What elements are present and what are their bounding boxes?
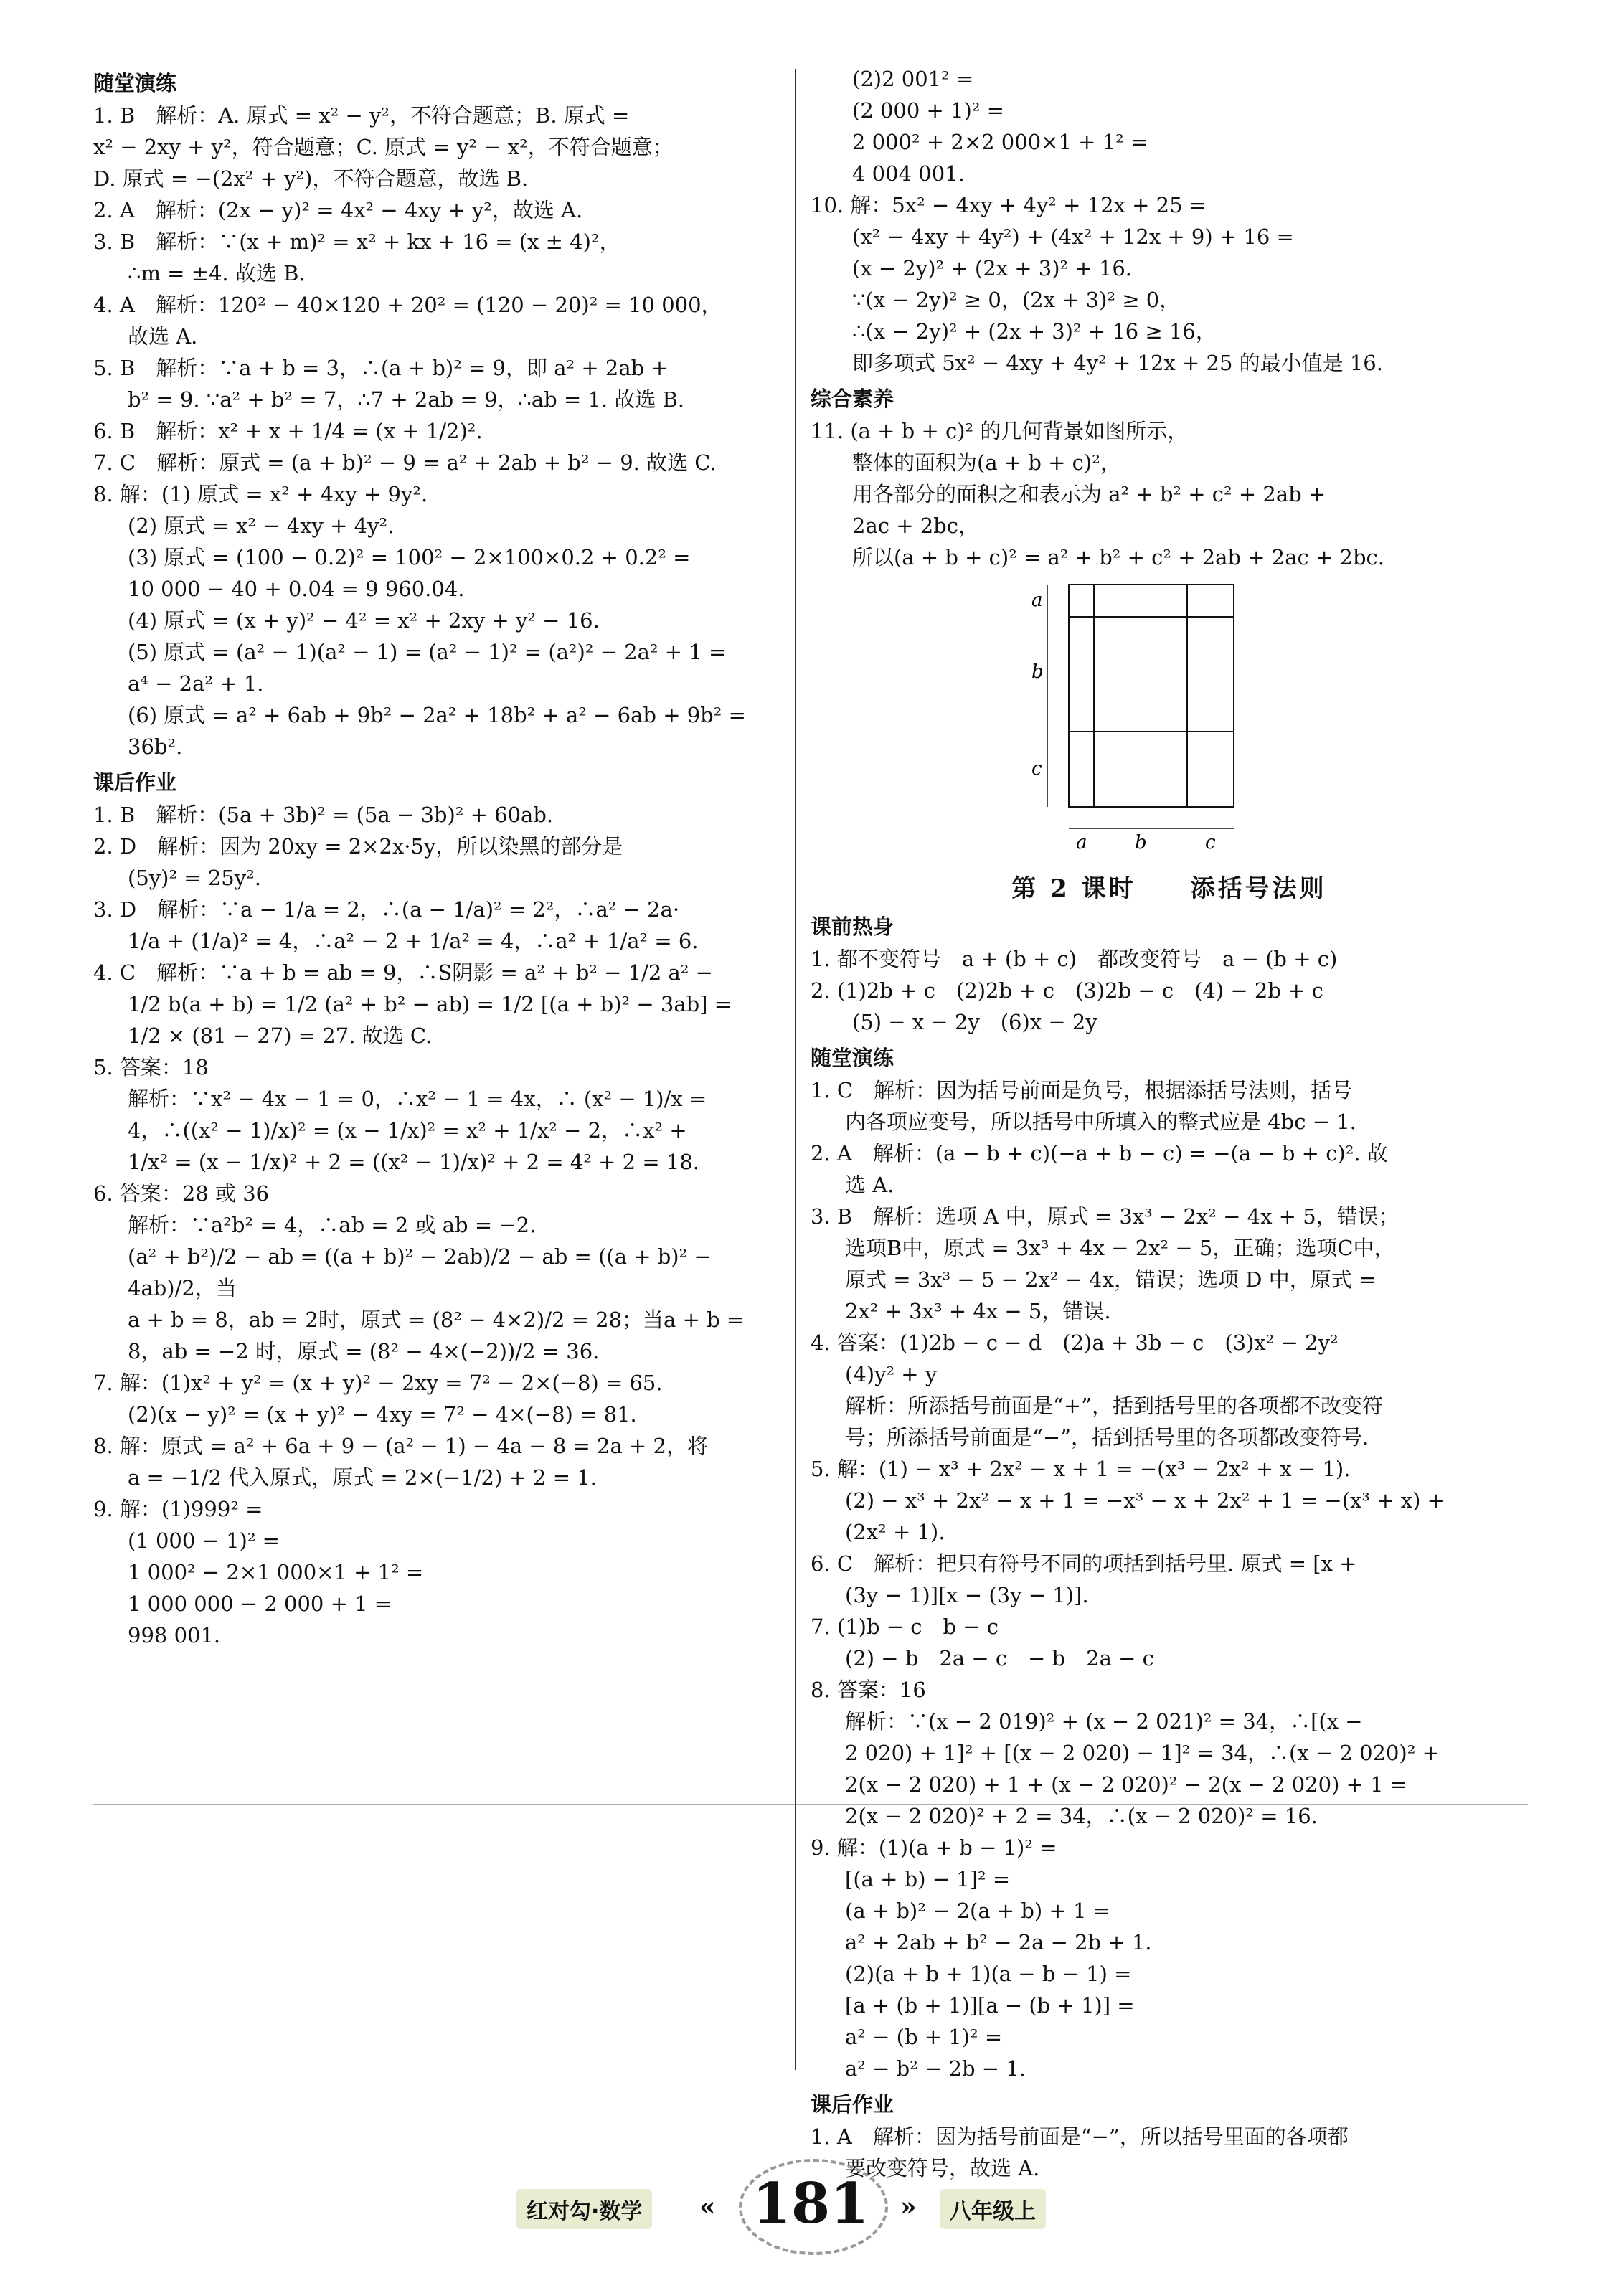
book-title: 红对勾·数学	[516, 2189, 652, 2229]
text-line: 解析：所添括号前面是“+”，括到括号里的各项都不改变符	[845, 1394, 1383, 1418]
text-line: (5y)² = 25y².	[128, 866, 261, 890]
text-line: 8. 解：原式 = a² + 6a + 9 − (a² − 1) − 4a − 8 = 2a + 2，将	[93, 1434, 708, 1458]
text-line: 解析：∵(x − 2 019)² + (x − 2 021)² = 34，∴[(x −	[845, 1709, 1363, 1734]
label-c: c	[1205, 832, 1216, 854]
text-line: 1/x² = (x − 1/x)² + 2 = ((x² − 1)/x)² + 2 = 4² + 2 = 18.	[128, 1150, 699, 1174]
text-line: 2(x − 2 020)² + 2 = 34，∴(x − 2 020)² = 16.	[845, 1804, 1318, 1828]
text-line: (2)(a + b + 1)(a − b − 1) =	[845, 1962, 1132, 1986]
page-number: 181	[752, 2171, 869, 2236]
text-line: 8，ab = −2 时，原式 = (8² − 4×(−2))/2 = 36.	[128, 1339, 600, 1363]
text-line: (5) − x − 2y (6)x − 2y	[852, 1010, 1097, 1034]
text-line: 选 A.	[845, 1173, 894, 1197]
text-line: 2(x − 2 020) + 1 + (x − 2 020)² − 2(x − 2 020) + 1 =	[845, 1772, 1408, 1797]
text-line: 6. B 解析：x² + x + 1/4 = (x + 1/2)².	[93, 419, 483, 443]
text-line: 选项B中，原式 = 3x³ + 4x − 2x² − 5，正确；选项C中，	[845, 1236, 1395, 1260]
text-line: 号；所添括号前面是“−”，括到括号里的各项都改变符号.	[845, 1425, 1369, 1450]
section-heading: 综合素养	[811, 387, 894, 411]
label-b: b	[1135, 832, 1147, 854]
text-line: 4. C 解析：∵a + b = ab = 9，∴S阴影 = a² + b² − 1/2 a² −	[93, 960, 713, 985]
text-line: ∵(x − 2y)² ≥ 0，(2x + 3)² ≥ 0，	[852, 288, 1181, 312]
text-line: (2x² + 1).	[845, 1520, 945, 1544]
text-line: 998 001.	[128, 1623, 221, 1647]
section-heading: 随堂演练	[811, 1046, 894, 1070]
text-line: a = −1/2 代入原式，原式 = 2×(−1/2) + 2 = 1.	[128, 1465, 597, 1490]
text-line: 7. (1)b − c b − c	[811, 1614, 999, 1639]
text-line: 1/2 × (81 − 27) = 27. 故选 C.	[128, 1023, 433, 1048]
text-line: 2ac + 2bc，	[852, 514, 979, 538]
text-line: (1 000 − 1)² =	[128, 1528, 280, 1553]
text-line: 10. 解：5x² − 4xy + 4y² + 12x + 25 =	[811, 193, 1207, 217]
text-line: D. 原式 = −(2x² + y²)，不符合题意，故选 B.	[93, 166, 529, 191]
text-line: 1 000² − 2×1 000×1 + 1² =	[128, 1560, 424, 1584]
text-line: ∴m = ±4. 故选 B.	[128, 261, 306, 285]
text-line: 3. B 解析：∵(x + m)² = x² + kx + 16 = (x ± 4)²，	[93, 230, 620, 254]
text-line: 7. 解：(1)x² + y² = (x + y)² − 2xy = 7² − 2×(−8) = 65.	[93, 1371, 663, 1395]
text-line: 9. 解：(1)999² =	[93, 1497, 263, 1521]
label-c: c	[1031, 758, 1042, 780]
text-line: 1. C 解析：因为括号前面是负号，根据添括号法则，括号	[811, 1078, 1353, 1102]
text-line: a² − b² − 2b − 1.	[845, 2056, 1026, 2081]
text-line: 要改变符号，故选 A.	[845, 2156, 1040, 2180]
square-diagram	[1026, 577, 1241, 857]
text-line: 8. 解：(1) 原式 = x² + 4xy + 9y².	[93, 482, 428, 506]
page-footer	[0, 2159, 1624, 2259]
text-line: 1. B 解析：A. 原式 = x² − y²，不符合题意；B. 原式 =	[93, 103, 630, 128]
column-divider	[795, 69, 796, 2070]
text-line: (4) 原式 = (x + y)² − 4² = x² + 2xy + y² − 16.	[128, 608, 600, 633]
text-line: 4. 答案：(1)2b − c − d (2)a + 3b − c (3)x² − 2y²	[811, 1330, 1339, 1355]
section-heading: 随堂演练	[93, 71, 177, 95]
text-line: 2. D 解析：因为 20xy = 2×2x·5y，所以染黑的部分是	[93, 834, 623, 859]
text-line: (a + b)² − 2(a + b) + 1 =	[845, 1899, 1110, 1923]
text-line: 2. (1)2b + c (2)2b + c (3)2b − c (4) − 2b + c	[811, 978, 1323, 1003]
text-line: ∴(x − 2y)² + (2x + 3)² + 16 ≥ 16，	[852, 319, 1217, 344]
text-line: 5. 解：(1) − x³ + 2x² − x + 1 = −(x³ − 2x² + x − 1).	[811, 1457, 1351, 1481]
lesson-title: 第 2 课时 添括号法则	[1011, 874, 1327, 903]
text-line: 36b².	[128, 734, 183, 759]
text-line: 4 004 001.	[852, 161, 965, 186]
text-line: 8. 答案：16	[811, 1678, 926, 1702]
text-line: 2. A 解析：(2x − y)² = 4x² − 4xy + y²，故选 A.	[93, 198, 583, 222]
text-line: 1. B 解析：(5a + 3b)² = (5a − 3b)² + 60ab.	[93, 803, 554, 827]
text-line: (x² − 4xy + 4y²) + (4x² + 12x + 9) + 16 =	[852, 224, 1294, 249]
text-line: 2. A 解析：(a − b + c)(−a + b − c) = −(a − b + c)². 故	[811, 1141, 1388, 1166]
grade-label: 八年级上	[940, 2189, 1046, 2229]
text-line: (2)(x − y)² = (x + y)² − 4xy = 7² − 4×(−8) = 81.	[128, 1402, 637, 1427]
text-line: x² − 2xy + y²，符合题意；C. 原式 = y² − x²，不符合题意；	[93, 135, 674, 159]
text-line: (2) − b 2a − c − b 2a − c	[845, 1646, 1154, 1670]
text-line: 7. C 解析：原式 = (a + b)² − 9 = a² + 2ab + b² − 9. 故选 C.	[93, 450, 717, 475]
text-line: 3. D 解析：∵a − 1/a = 2，∴(a − 1/a)² = 2²，∴a² − 2a·	[93, 897, 680, 922]
text-line: (3) 原式 = (100 − 0.2)² = 100² − 2×100×0.2 + 0.2² =	[128, 545, 691, 569]
text-line: [(a + b) − 1]² =	[845, 1867, 1011, 1891]
text-line: a² − (b + 1)² =	[845, 2025, 1003, 2049]
text-line: 4. A 解析：120² − 40×120 + 20² = (120 − 20)² = 10 000，	[93, 293, 722, 317]
text-line: 即多项式 5x² − 4xy + 4y² + 12x + 25 的最小值是 16.	[852, 351, 1383, 375]
text-line: 1/2 b(a + b) = 1/2 (a² + b² − ab) = 1/2 [(a + b)² − 3ab] =	[128, 992, 732, 1016]
text-line: 3. B 解析：选项 A 中，原式 = 3x³ − 2x² − 4x + 5，错误；	[811, 1204, 1399, 1229]
text-line: 1/a + (1/a)² = 4，∴a² − 2 + 1/a² = 4，∴a² + 1/a² = 6.	[128, 929, 699, 953]
text-line: 1. A 解析：因为括号前面是“−”，所以括号里面的各项都	[811, 2124, 1349, 2149]
text-line: 4，∴((x² − 1)/x)² = (x − 1/x)² = x² + 1/x² − 2，∴x² +	[128, 1118, 687, 1143]
label-a: a	[1076, 832, 1087, 854]
text-line: 故选 A.	[128, 324, 198, 349]
text-line: (6) 原式 = a² + 6ab + 9b² − 2a² + 18b² + a² − 6ab + 9b² =	[128, 703, 746, 727]
left-guillemet: «	[699, 2192, 716, 2222]
text-line: 内各项应变号，所以括号中所填入的整式应是 4bc − 1.	[845, 1110, 1356, 1134]
text-line: (2)2 001² =	[852, 67, 974, 91]
text-line: (2) − x³ + 2x² − x + 1 = −x³ − x + 2x² + 1 = −(x³ + x) +	[845, 1488, 1445, 1513]
text-line: 10 000 − 40 + 0.04 = 9 960.04.	[128, 577, 465, 601]
text-line: 2 000² + 2×2 000×1 + 1² =	[852, 130, 1148, 154]
section-heading: 课后作业	[811, 2092, 894, 2117]
text-line: (5) 原式 = (a² − 1)(a² − 1) = (a² − 1)² = (a²)² − 2a² + 1 =	[128, 640, 727, 664]
section-heading: 课前热身	[811, 914, 894, 939]
text-line: 解析：∵x² − 4x − 1 = 0，∴x² − 1 = 4x，∴ (x² − 1)/x =	[128, 1087, 707, 1111]
text-line: 5. 答案：18	[93, 1055, 209, 1079]
text-line: 1 000 000 − 2 000 + 1 =	[128, 1592, 392, 1616]
text-line: 6. C 解析：把只有符号不同的项括到括号里. 原式 = [x +	[811, 1551, 1357, 1576]
text-line: (4)y² + y	[845, 1362, 938, 1386]
text-line: 9. 解：(1)(a + b − 1)² =	[811, 1835, 1057, 1860]
text-line: 11. (a + b + c)² 的几何背景如图所示，	[811, 419, 1189, 443]
text-line: b² = 9. ∵a² + b² = 7，∴7 + 2ab = 9，∴ab = 1. 故选 B.	[128, 387, 685, 412]
right-column	[811, 63, 1528, 2180]
label-b: b	[1031, 661, 1044, 683]
text-line: 2x² + 3x³ + 4x − 5，错误.	[845, 1299, 1111, 1323]
text-line: 1. 都不变符号 a + (b + c) 都改变符号 a − (b + c)	[811, 947, 1338, 971]
text-line: [a + (b + 1)][a − (b + 1)] =	[845, 1993, 1135, 2018]
text-line: 解析：∵a²b² = 4，∴ab = 2 或 ab = −2.	[128, 1213, 537, 1237]
text-line: 用各部分的面积之和表示为 a² + b² + c² + 2ab +	[852, 482, 1326, 506]
text-line: (a² + b²)/2 − ab = ((a + b)² − 2ab)/2 − ab = ((a + b)² − 4ab)/2，当	[128, 1244, 718, 1300]
left-column	[93, 63, 782, 2063]
text-line: a⁴ − 2a² + 1.	[128, 671, 264, 696]
text-line: 整体的面积为(a + b + c)²，	[852, 450, 1121, 475]
text-line: (3y − 1)][x − (3y − 1)].	[845, 1583, 1089, 1607]
text-line: 2 020) + 1]² + [(x − 2 020) − 1]² = 34，∴(x − 2 020)² +	[845, 1741, 1440, 1765]
text-line: (x − 2y)² + (2x + 3)² + 16.	[852, 256, 1133, 280]
text-line: 5. B 解析：∵a + b = 3，∴(a + b)² = 9，即 a² + 2ab +	[93, 356, 669, 380]
text-line: (2 000 + 1)² =	[852, 98, 1004, 123]
text-line: a² + 2ab + b² − 2a − 2b + 1.	[845, 1930, 1152, 1954]
section-heading: 课后作业	[93, 770, 177, 795]
text-line: 所以(a + b + c)² = a² + b² + c² + 2ab + 2ac + 2bc.	[852, 545, 1384, 569]
text-line: a + b = 8，ab = 2时，原式 = (8² − 4×2)/2 = 28；当a + b =	[128, 1308, 745, 1332]
text-line: 6. 答案：28 或 36	[93, 1181, 270, 1206]
geometry-figure	[811, 577, 1528, 857]
text-line: (2) 原式 = x² − 4xy + 4y².	[128, 514, 395, 538]
text-line: 原式 = 3x³ − 5 − 2x² − 4x，错误；选项 D 中，原式 =	[845, 1267, 1377, 1292]
label-a: a	[1031, 590, 1043, 611]
right-guillemet: »	[900, 2192, 917, 2222]
